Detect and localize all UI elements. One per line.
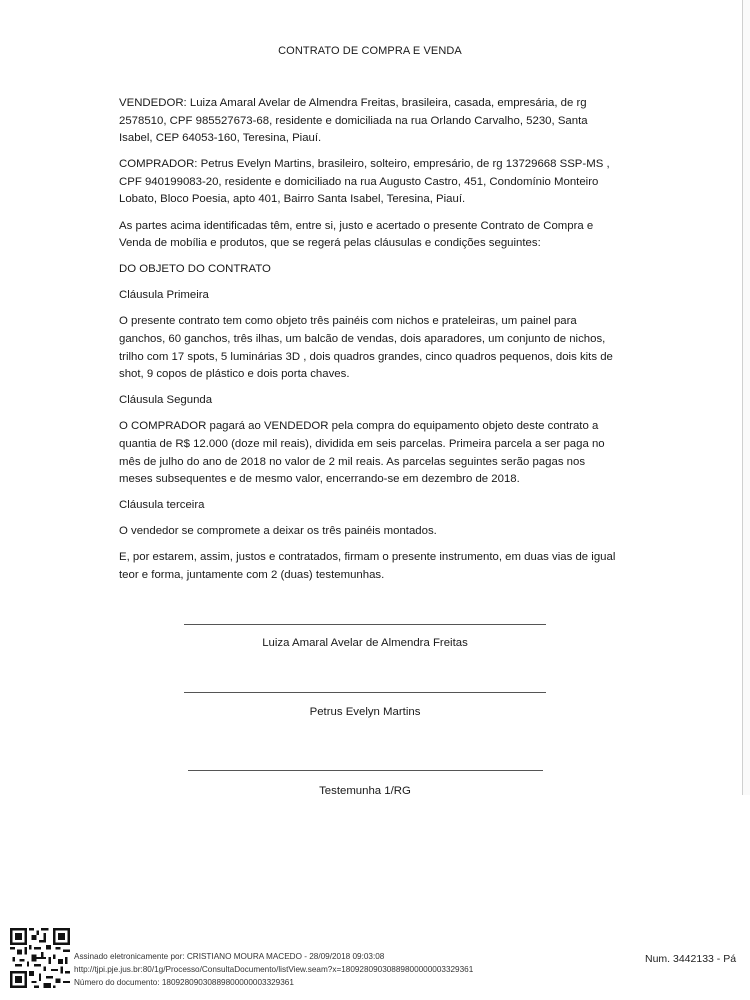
vendedor-signature-line bbox=[184, 624, 546, 625]
objeto-heading: DO OBJETO DO CONTRATO bbox=[119, 263, 271, 276]
clausula-primeira-heading: Cláusula Primeira bbox=[119, 289, 209, 302]
clausula-segunda-text: O COMPRADOR pagará ao VENDEDOR pela compra do equipamento objeto deste contrato a quantia de R$ 12.000 (doze mil reais), dividida em seis parcelas. Primeira parcela a ser paga no mês de julho do ano de 2018 no valor de 2 mil reais. As parcelas seguintes serão pagas nos meses subsequentes e de mesmo valor, encerrando-se em dezembro de 2018. bbox=[119, 420, 605, 486]
testemunha-label: Testemunha 1/RG bbox=[319, 785, 411, 797]
vendedor-signature-name: Luiza Amaral Avelar de Almendra Freitas bbox=[262, 637, 468, 649]
verification-url[interactable]: http://tjpi.pje.jus.br:80/1g/Processo/ConsultaDocumento/listView.seam?x=18092809030889800000003329361 bbox=[74, 965, 474, 975]
partes-paragraph: As partes acima identificadas têm, entre si, justo e acertado o presente Contrato de Compra e Venda de mobília e produtos, que se regerá pelas cláusulas e condições seguintes: bbox=[119, 219, 594, 250]
document-number-line: Número do documento: 18092809030889800000003329361 bbox=[74, 978, 294, 988]
qr-code-icon bbox=[10, 928, 70, 988]
document-title: CONTRATO DE COMPRA E VENDA bbox=[278, 45, 462, 57]
comprador-signature-name: Petrus Evelyn Martins bbox=[309, 706, 421, 718]
signed-by-line: Assinado eletronicamente por: CRISTIANO MOURA MACEDO - 28/09/2018 09:03:08 bbox=[74, 952, 385, 961]
comprador-paragraph: COMPRADOR: Petrus Evelyn Martins, brasileiro, solteiro, empresário, de rg 13729668 SSP-MS , CPF 940199083-20, residente e domiciliado na rua Augusto Castro, 451, Condomínio Monteiro Lobato, Bloco Poesia, apto 401, Bairro Santa Isabel, Teresina, Piauí. bbox=[119, 158, 610, 206]
comprador-signature-line bbox=[184, 692, 546, 693]
page-edge bbox=[742, 0, 750, 795]
contract-body bbox=[119, 95, 619, 593]
fecho-paragraph: E, por estarem, assim, justos e contratados, firmam o presente instrumento, em duas vias de igual teor e forma, juntamente com 2 (duas) testemunhas. bbox=[119, 551, 616, 582]
testemunha-signature-line bbox=[188, 770, 543, 771]
vendedor-paragraph: VENDEDOR: Luiza Amaral Avelar de Almendra Freitas, brasileira, casada, empresária, de rg 2578510, CPF 985527673-68, residente e domiciliada na rua Orlando Carvalho, 5230, Santa Isabel, CEP 64053-160, Teresina, Piauí. bbox=[119, 97, 588, 145]
clausula-primeira-text: O presente contrato tem como objeto três painéis com nichos e prateleiras, um painel para ganchos, 60 ganchos, três ilhas, um balcão de vendas, dois aparadores, um conjunto de nichos, trilho com 17 spots, 5 luminárias 3D , dois quadros grandes, cinco quadros pequenos, dois kits de shot, 9 copos de plástico e dois porta chaves. bbox=[119, 315, 613, 381]
clausula-segunda-heading: Cláusula Segunda bbox=[119, 394, 213, 407]
page-document-number: Num. 3442133 - Pá bbox=[645, 953, 737, 965]
clausula-terceira-text: O vendedor se compromete a deixar os três painéis montados. bbox=[119, 525, 437, 538]
clausula-terceira-heading: Cláusula terceira bbox=[119, 499, 205, 512]
signature-stamp bbox=[74, 950, 473, 990]
